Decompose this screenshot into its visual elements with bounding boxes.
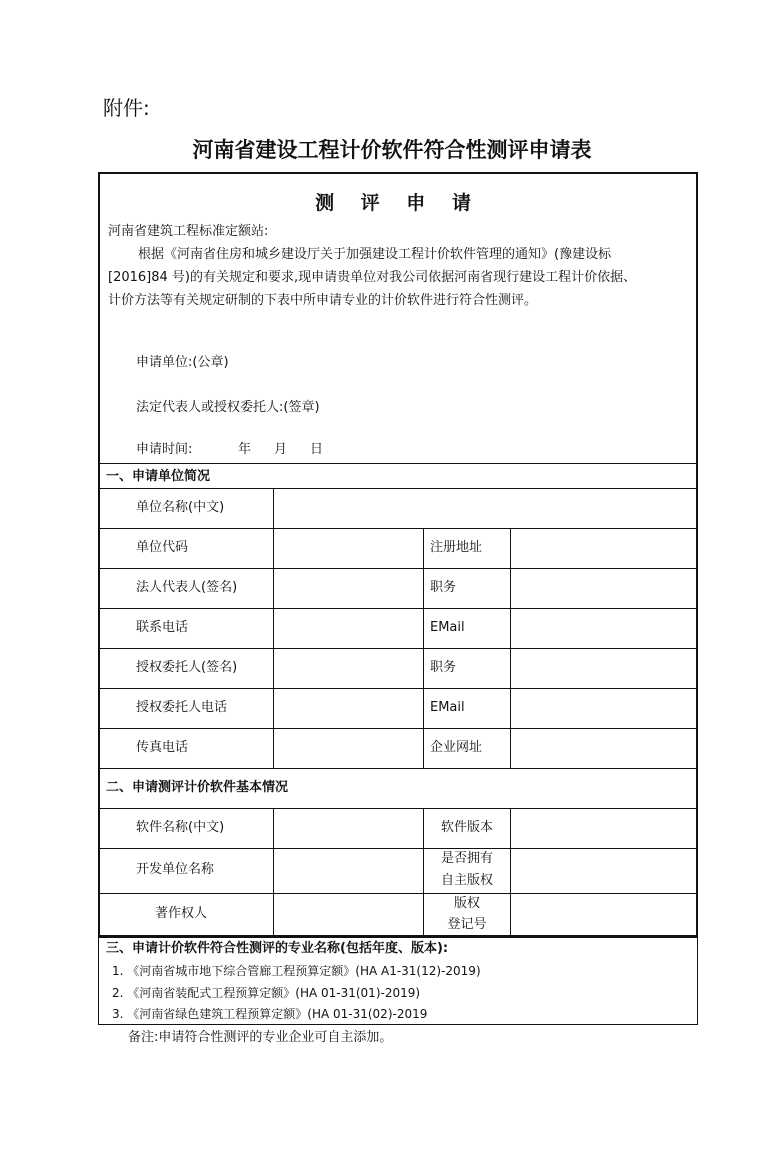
addressee: 河南省建筑工程标准定额站: (108, 224, 269, 239)
agent-email-label: EMail (430, 700, 465, 715)
divider (98, 937, 698, 938)
agent-phone-label: 授权委托人电话 (136, 700, 228, 715)
list-item: 1. 《河南省城市地下综合管廊工程预算定额》(HA A1-31(12)-2019) (112, 964, 481, 978)
apply-year: 年 (238, 442, 252, 457)
column-divider (423, 528, 424, 768)
footnote: 备注:申请符合性测评的专业企业可自主添加。 (128, 1030, 393, 1045)
position-label: 职务 (430, 580, 457, 595)
body-line-1: 根据《河南省住房和城乡建设厅关于加强建设工程计价软件管理的通知》(豫建设标 (138, 247, 612, 262)
body-line-3: 计价方法等有关规定研制的下表中所申请专业的计价软件进行符合性测评。 (108, 293, 538, 308)
section2-title: 二、申请测评计价软件基本情况 (106, 780, 289, 795)
copyright-reg-label-line2: 登记号 (447, 917, 487, 932)
frame-left-edge (98, 937, 99, 1024)
divider (98, 768, 698, 769)
divider (98, 688, 698, 689)
list-item: 3. 《河南省绿色建筑工程预算定额》(HA 01-31(02)-2019 (112, 1007, 428, 1021)
divider (98, 488, 698, 489)
application-heading: 测 评 申 请 (315, 192, 481, 214)
email-label: EMail (430, 620, 465, 635)
unit-code-label: 单位代码 (136, 540, 189, 555)
column-divider (510, 808, 511, 937)
legal-rep-label: 法定代表人或授权委托人:(签章) (136, 400, 320, 415)
apply-time-label: 申请时间: (136, 442, 193, 457)
software-name-label: 软件名称(中文) (136, 820, 225, 835)
divider (98, 808, 698, 809)
divider (98, 463, 698, 464)
company-website-label: 企业网址 (430, 740, 483, 755)
own-copyright-label-line1: 是否拥有 (440, 851, 493, 866)
divider (98, 848, 698, 849)
divider (98, 648, 698, 649)
section3-title: 三、申请计价软件符合性测评的专业名称(包括年度、版本): (106, 941, 449, 956)
contact-phone-label: 联系电话 (136, 620, 189, 635)
section1-title: 一、申请单位简况 (106, 469, 211, 484)
divider (98, 1024, 698, 1025)
column-divider (273, 808, 274, 937)
fax-label: 传真电话 (136, 740, 189, 755)
registered-address-label: 注册地址 (430, 540, 483, 555)
agent-position-label: 职务 (430, 660, 457, 675)
divider (98, 528, 698, 529)
attachment-label: 附件: (103, 96, 150, 120)
divider (98, 608, 698, 609)
page-title: 河南省建设工程计价软件符合性测评申请表 (192, 138, 592, 162)
copyright-holder-label: 著作权人 (155, 906, 208, 921)
copyright-reg-label-line1: 版权 (453, 896, 480, 911)
developer-label: 开发单位名称 (136, 862, 215, 877)
own-copyright-label-line2: 自主版权 (440, 873, 493, 888)
list-item: 2. 《河南省装配式工程预算定额》(HA 01-31(01)-2019) (112, 986, 421, 1000)
apply-day: 日 (310, 442, 324, 457)
divider (98, 893, 698, 894)
software-version-label: 软件版本 (440, 820, 493, 835)
unit-name-label: 单位名称(中文) (136, 500, 225, 515)
column-divider (273, 488, 274, 768)
frame-right-edge (697, 937, 698, 1024)
divider (98, 728, 698, 729)
apply-month: 月 (274, 442, 288, 457)
column-divider (510, 528, 511, 768)
legal-rep-sign-label: 法人代表人(签名) (136, 580, 238, 595)
authorized-agent-label: 授权委托人(签名) (136, 660, 238, 675)
body-line-2: [2016]84 号)的有关规定和要求,现申请贵单位对我公司依据河南省现行建设工程计价依据、 (108, 270, 637, 285)
applicant-unit-label: 申请单位:(公章) (136, 355, 229, 370)
divider (98, 568, 698, 569)
